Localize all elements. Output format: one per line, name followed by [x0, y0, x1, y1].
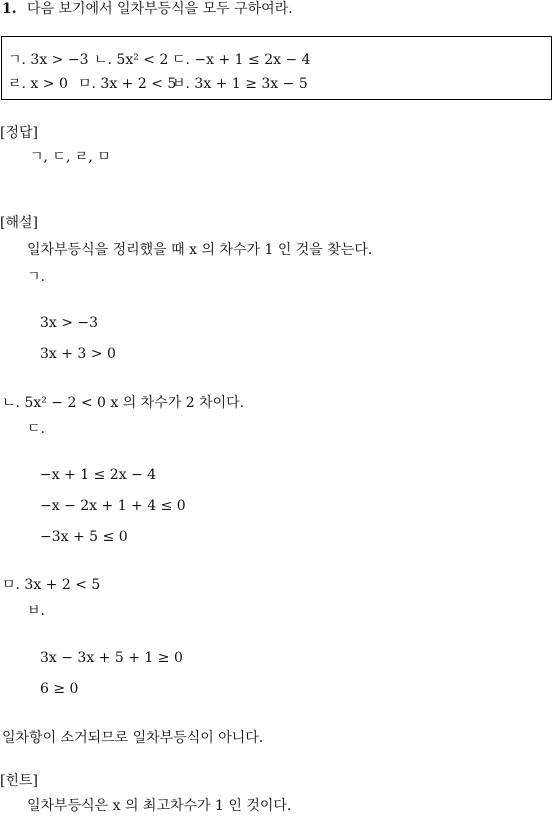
choice-m: ㅁ. 3x + 2 < 5	[78, 76, 177, 92]
solution-intro: 일차부등식을 정리했을 때 x 의 차수가 1 인 것을 찾는다.	[27, 242, 373, 258]
hint-text: 일차부등식은 x 의 최고차수가 1 인 것이다.	[27, 798, 292, 814]
question-number: 1.	[2, 1, 17, 17]
part-g-label: ㄱ.	[27, 269, 45, 285]
solution-conclusion: 일차항이 소거되므로 일차부등식이 아니다.	[2, 730, 264, 746]
answer-text: ㄱ, ㄷ, ㄹ, ㅁ	[30, 149, 111, 165]
part-m-text: ㅁ. 3x + 2 < 5	[2, 577, 101, 593]
part-g-line-1: 3x > −3	[40, 315, 99, 331]
part-d-line-2: −x − 2x + 1 + 4 ≤ 0	[40, 498, 186, 514]
part-b-label: ㅂ.	[27, 603, 45, 619]
part-d-label: ㄷ.	[27, 421, 45, 437]
part-g-line-2: 3x + 3 > 0	[40, 346, 116, 362]
choice-b: ㅂ. 3x + 1 ≥ 3x − 5	[172, 76, 308, 92]
solution-heading: [해설]	[0, 215, 38, 231]
part-n-text: ㄴ. 5x² − 2 < 0 x 의 차수가 2 차이다.	[2, 395, 245, 411]
part-d-line-3: −3x + 5 ≤ 0	[40, 529, 128, 545]
choice-d: ㄷ. −x + 1 ≤ 2x − 4	[172, 52, 311, 68]
choice-g: ㄱ. 3x > −3	[8, 52, 89, 68]
choice-n: ㄴ. 5x² < 2	[94, 52, 169, 68]
answer-heading: [정답]	[0, 125, 38, 141]
question-text: 다음 보기에서 일차부등식을 모두 구하여라.	[27, 1, 293, 17]
choice-r: ㄹ. x > 0	[8, 76, 68, 92]
part-b-line-1: 3x − 3x + 5 + 1 ≥ 0	[40, 650, 183, 666]
hint-heading: [힌트]	[0, 773, 38, 789]
part-b-line-2: 6 ≥ 0	[40, 681, 79, 697]
part-d-line-1: −x + 1 ≤ 2x − 4	[40, 467, 157, 483]
